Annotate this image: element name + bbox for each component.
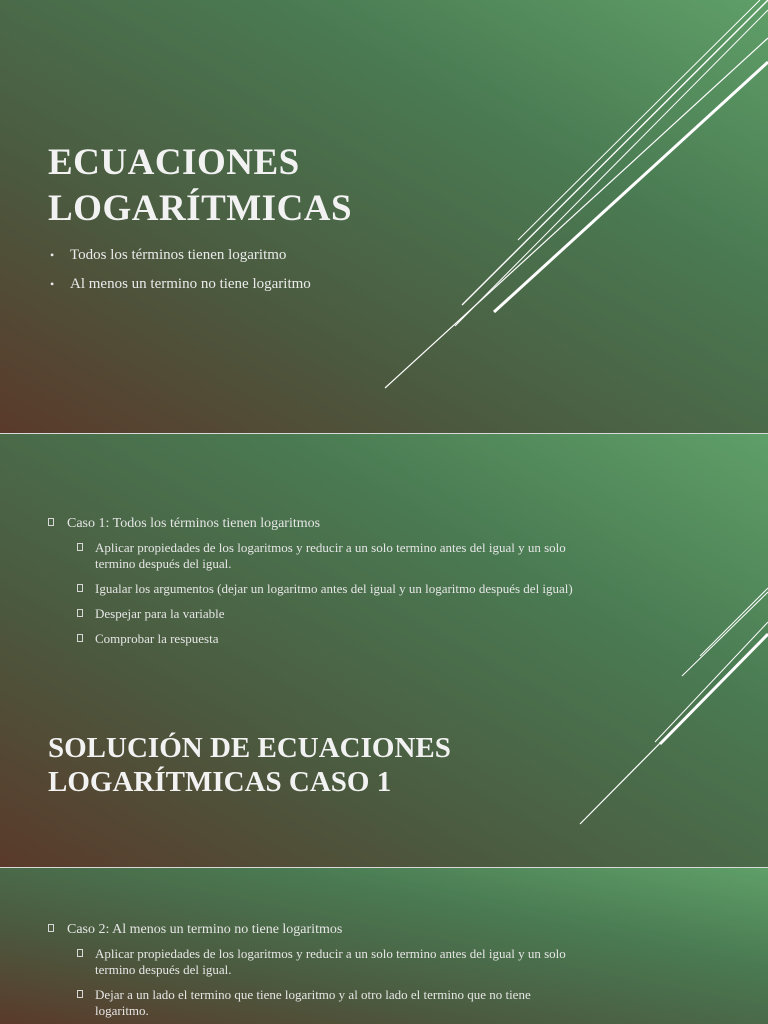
square-bullet-icon [77, 949, 83, 957]
list-item [48, 275, 311, 293]
list-item-text: Aplicar propiedades de los logaritmos y reducir a un solo termino antes del igual y un solo termino después del igual. [95, 540, 566, 571]
list-item [77, 631, 578, 647]
case-heading [48, 515, 578, 533]
slide-title-line-2: LOGARÍTMICAS CASO 1 [48, 766, 392, 798]
list-item [77, 540, 578, 572]
case-heading-text: Caso 1: Todos los términos tienen logaritmos [67, 516, 321, 531]
list-item [77, 606, 578, 622]
slide-1 [0, 0, 768, 433]
slide-title-line-1: SOLUCIÓN DE ECUACIONES [48, 732, 451, 764]
slide-2 [0, 434, 768, 867]
case-2-block [48, 921, 578, 1024]
square-bullet-icon [77, 543, 83, 551]
steps-list [77, 946, 578, 1019]
list-item-text: Igualar los argumentos (dejar un logaritmo antes del igual y un logaritmo después del igual) [95, 581, 573, 596]
bullet-list [48, 246, 311, 304]
slide-title-line-1: ECUACIONES [48, 142, 300, 183]
list-item-text: Todos los términos tienen logaritmo [70, 247, 287, 263]
square-bullet-icon [48, 518, 54, 526]
case-heading [48, 921, 578, 939]
list-item-text: Despejar para la variable [95, 606, 225, 621]
slide-title [48, 140, 352, 232]
slide-3 [0, 868, 768, 1024]
list-item-text: Dejar a un lado el termino que tiene logaritmo y al otro lado el termino que no tiene logaritmo. [95, 987, 531, 1018]
case-heading-text: Caso 2: Al menos un termino no tiene logaritmos [67, 922, 343, 937]
bullet-icon: • [50, 277, 55, 291]
square-bullet-icon [77, 634, 83, 642]
slide-title-line-2: LOGARÍTMICAS [48, 188, 353, 229]
list-item [77, 581, 578, 597]
square-bullet-icon [48, 924, 54, 932]
square-bullet-icon [77, 609, 83, 617]
list-item [77, 946, 578, 978]
square-bullet-icon [77, 584, 83, 592]
list-item-text: Al menos un termino no tiene logaritmo [70, 276, 311, 292]
list-item-text: Aplicar propiedades de los logaritmos y reducir a un solo termino antes del igual y un solo termino después del igual. [95, 946, 566, 977]
list-item [48, 246, 311, 264]
case-1-block [48, 515, 578, 656]
slide-title [48, 731, 451, 799]
list-item-text: Comprobar la respuesta [95, 631, 219, 646]
steps-list [77, 540, 578, 647]
square-bullet-icon [77, 990, 83, 998]
bullet-icon: • [50, 248, 55, 262]
list-item [77, 987, 578, 1019]
